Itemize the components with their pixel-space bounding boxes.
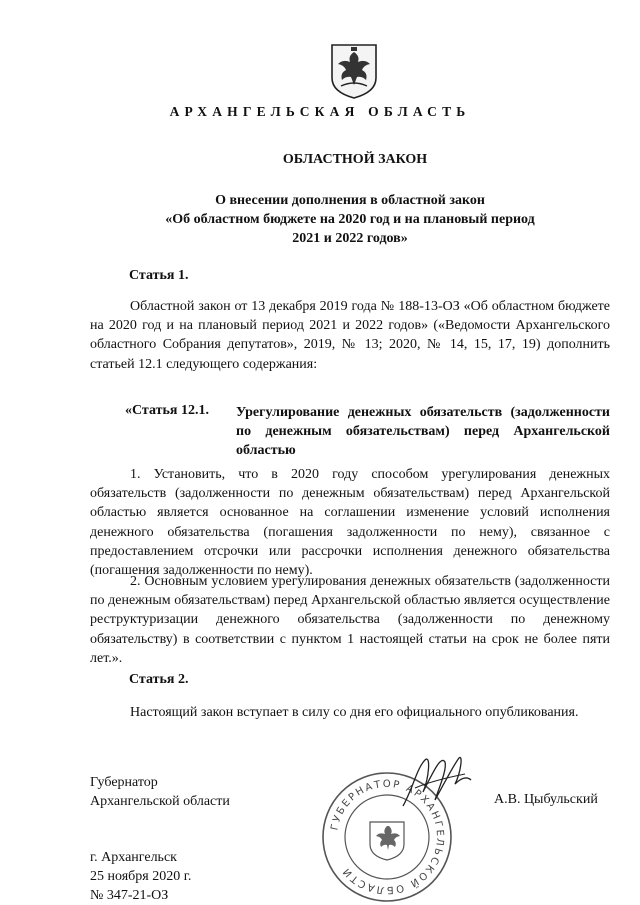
signatory-name: А.В. Цыбульский	[494, 792, 598, 807]
article-2-text: Настоящий закон вступает в силу со дня его официального опубликования.	[130, 705, 579, 720]
position-line: Архангельской области	[90, 794, 230, 809]
title-line: 2021 и 2022 годов»	[292, 231, 408, 246]
handwritten-signature-icon	[395, 748, 475, 818]
signatory-position	[90, 773, 230, 811]
position-line: Губернатор	[90, 775, 158, 790]
coat-of-arms-icon	[329, 42, 379, 100]
article-1-text: Областной закон от 13 декабря 2019 года № 188-13-ОЗ «Об областном бюджете на 2020 год и на плановый период 2021 и 2022 годов» («Ведомости Архангельского областного Собрания депутатов», 2019, № 13; 2020, № 14, 15, 17, 19) дополнить статьей 12.1 следующего содержания:	[90, 299, 610, 372]
region-name: АРХАНГЕЛЬСКАЯ ОБЛАСТЬ	[169, 104, 471, 119]
document-title	[90, 191, 610, 248]
signing-date: 25 ноября 2020 г.	[90, 869, 192, 884]
document-type: ОБЛАСТНОЙ ЗАКОН	[282, 152, 428, 167]
article-2-heading: Статья 2.	[129, 672, 189, 687]
seal-text: ГУБЕРНАТОР АРХАНГЕЛЬСКОЙ ОБЛАСТИ	[329, 778, 446, 896]
article-12-1-label: «Статья 12.1.	[125, 403, 209, 418]
article-12-1-title: Урегулирование денежных обязательств (задолженности по денежным обязательствам) перед Архангельской областью	[236, 405, 610, 458]
article-1-heading: Статья 1.	[129, 268, 189, 283]
title-line: «Об областном бюджете на 2020 год и на плановый период	[165, 212, 535, 227]
article-12-1-paragraph-1: 1. Установить, что в 2020 году способом урегулирования денежных обязательств (задолженности по денежным обязательствам) перед Архангельской областью является основанное на соглашении изменение условий исполнения денежного обязательства (погашения задолженности по нему), связанное с предоставлением отсрочки или рассрочки исполнения денежного обязательства (погашения задолженности по нему).	[90, 467, 610, 579]
article-12-1-paragraph-2: 2. Основным условием урегулирования денежных обязательств (задолженности по денежным обязательствам) перед Архангельской областью является осуществление реструктуризации денежного обязательства (задолженности по денежному обязательству) в соответствии с пунктом 1 настоящей статьи на срок не более пяти лет.».	[90, 574, 610, 666]
place-of-signing: г. Архангельск	[90, 850, 177, 865]
law-number: № 347-21-ОЗ	[90, 888, 169, 903]
document-footer	[90, 848, 191, 905]
title-line: О внесении дополнения в областной закон	[215, 193, 485, 208]
